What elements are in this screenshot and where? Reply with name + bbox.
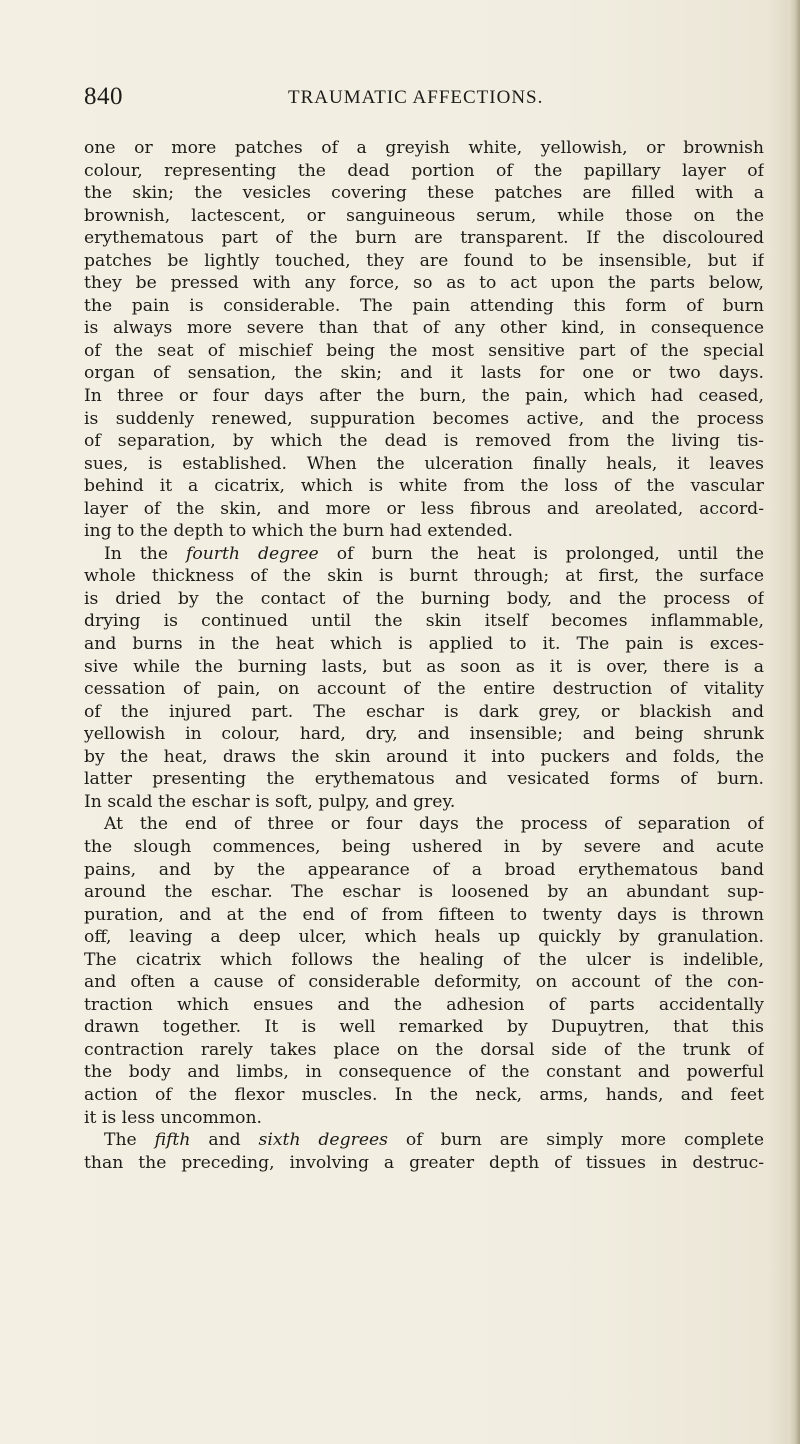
text-line: is always more severe than that of any other kind, in consequence bbox=[84, 318, 764, 339]
text-segment: and bbox=[190, 1130, 259, 1151]
text-line: At the end of three or four days the process of separation of bbox=[104, 814, 764, 835]
text-line: around the eschar. The eschar is loosened by an abundant sup- bbox=[84, 882, 764, 903]
italic-term: fifth bbox=[154, 1130, 191, 1151]
text-line: off, leaving a deep ulcer, which heals up quickly by granulation. bbox=[84, 927, 764, 948]
text-line bbox=[84, 543, 764, 566]
text-line: action of the flexor muscles. In the neck, arms, hands, and feet bbox=[84, 1084, 764, 1105]
text-segment: of burn the heat is prolonged, until the bbox=[318, 543, 764, 564]
text-line: brownish, lactescent, or sanguineous serum, while those on the bbox=[84, 205, 764, 226]
body-text bbox=[84, 137, 764, 1174]
text-line: behind it a cicatrix, which is white from the loss of the vascular bbox=[84, 476, 764, 497]
text-line bbox=[84, 1129, 764, 1152]
text-line: the pain is considerable. The pain attending this form of burn bbox=[84, 295, 764, 316]
text-line: of the seat of mischief being the most sensitive part of the special bbox=[84, 340, 764, 361]
italic-term: sixth degrees bbox=[258, 1130, 388, 1151]
text-line: sive while the burning lasts, but as soon as it is over, there is a bbox=[84, 656, 764, 677]
text-line: sues, is established. When the ulceration finally heals, it leaves bbox=[84, 453, 764, 474]
text-line: colour, representing the dead portion of the papillary layer of bbox=[84, 160, 764, 181]
text-line: it is less uncommon. bbox=[84, 1107, 263, 1128]
text-line: The cicatrix which follows the healing of the ulcer is indelible, bbox=[84, 949, 764, 970]
text-segment: The bbox=[104, 1130, 155, 1151]
text-line: patches be lightly touched, they are found to be insensible, but if bbox=[84, 250, 764, 271]
text-line: one or more patches of a greyish white, yellowish, or brownish bbox=[84, 138, 764, 158]
text-line: drying is continued until the skin itself becomes inflammable, bbox=[84, 611, 764, 632]
text-line: the skin; the vesicles covering these patches are filled with a bbox=[84, 183, 764, 204]
page-number: 840 bbox=[84, 83, 123, 110]
text-segment: In the bbox=[104, 543, 187, 564]
text-line: is suddenly renewed, suppuration becomes active, and the process bbox=[84, 408, 764, 429]
italic-term: fourth degree bbox=[186, 543, 319, 564]
text-line: and often a cause of considerable deformity, on account of the con- bbox=[84, 972, 764, 993]
text-line: they be pressed with any force, so as to act upon the parts below, bbox=[84, 273, 764, 294]
text-line: of the injured part. The eschar is dark grey, or blackish and bbox=[84, 701, 764, 722]
page-edge bbox=[788, 0, 800, 1444]
text-line: and burns in the heat which is applied to it. The pain is exces- bbox=[84, 634, 764, 655]
text-line: is dried by the contact of the burning body, and the process of bbox=[84, 588, 764, 609]
text-line: whole thickness of the skin is burnt through; at first, the surface bbox=[84, 566, 764, 587]
text-line: of separation, by which the dead is removed from the living tis- bbox=[84, 431, 764, 452]
running-head: TRAUMATIC AFFECTIONS. bbox=[288, 87, 544, 108]
text-line: traction which ensues and the adhesion of parts accidentally bbox=[84, 994, 764, 1015]
text-line: In scald the eschar is soft, pulpy, and grey. bbox=[84, 791, 456, 812]
text-line: yellowish in colour, hard, dry, and insensible; and being shrunk bbox=[84, 724, 764, 745]
text-line: by the heat, draws the skin around it into puckers and folds, the bbox=[84, 746, 764, 767]
text-segment: of burn are simply more complete bbox=[388, 1130, 764, 1151]
text-line: layer of the skin, and more or less fibrous and areolated, accord- bbox=[84, 498, 764, 519]
text-line: pains, and by the appearance of a broad erythematous band bbox=[84, 859, 764, 880]
text-line: organ of sensation, the skin; and it lasts for one or two days. bbox=[84, 363, 764, 384]
text-line: cessation of pain, on account of the entire destruction of vitality bbox=[84, 679, 764, 700]
text-line: puration, and at the end of from fifteen to twenty days is thrown bbox=[84, 904, 764, 925]
text-line: erythematous part of the burn are transparent. If the discoloured bbox=[84, 228, 764, 249]
text-line: the slough commences, being ushered in by severe and acute bbox=[84, 836, 764, 857]
text-line: than the preceding, involving a greater depth of tissues in destruc- bbox=[84, 1152, 764, 1173]
page-header bbox=[0, 82, 800, 112]
text-line: latter presenting the erythematous and vesicated forms of burn. bbox=[84, 769, 764, 790]
text-line: the body and limbs, in consequence of the constant and powerful bbox=[84, 1062, 764, 1083]
text-line: ing to the depth to which the burn had extended. bbox=[84, 521, 513, 542]
text-line: In three or four days after the burn, the pain, which had ceased, bbox=[84, 386, 764, 407]
text-line: contraction rarely takes place on the dorsal side of the trunk of bbox=[84, 1039, 764, 1060]
text-line: drawn together. It is well remarked by Dupuytren, that this bbox=[84, 1017, 764, 1038]
